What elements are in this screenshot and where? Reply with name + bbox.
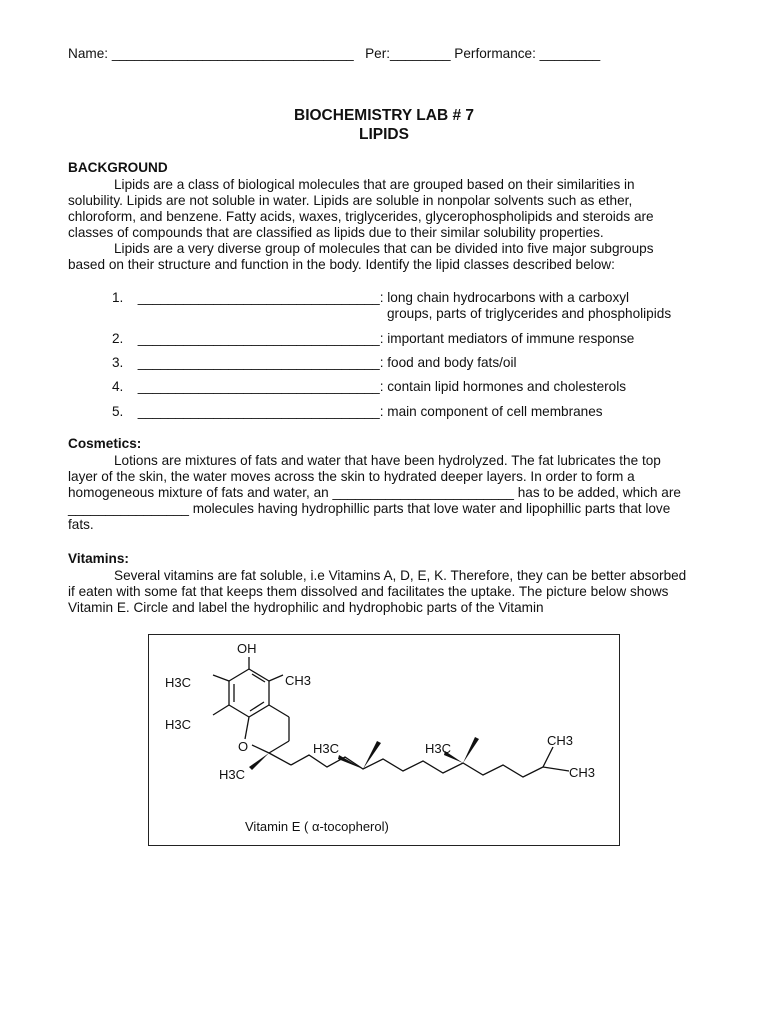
methyl-label: CH3 [569, 765, 596, 780]
background-line: solubility. Lipids are not soluble in water. Lipids are soluble in nonpolar solvents such as ether, [68, 193, 633, 208]
methyl-label: H3C [313, 741, 340, 756]
list-item [112, 355, 517, 371]
methyl-label: H3C [219, 767, 246, 782]
wedge-bond [463, 737, 479, 763]
vitamins-line: Several vitamins are fat soluble, i.e Vitamins A, D, E, K. Therefore, they can be better absorbed [114, 568, 687, 583]
methyl-label: CH3 [285, 673, 312, 688]
background-heading: BACKGROUND [68, 160, 168, 175]
cosmetics-line[interactable]: homogeneous mixture of fats and water, an ________________________ has to be added, which are [68, 485, 681, 500]
performance-field-label[interactable]: Performance: ________ [454, 46, 601, 61]
wedge-bond [338, 755, 363, 769]
cosmetics-line: layer of the skin, the water moves across the skin to hydrated deeper layers. In order to form a [68, 469, 635, 484]
background-line: chloroform, and benzene. Fatty acids, waxes, triglycerides, glycerophospholipids and steroids are [68, 209, 654, 224]
ring-oxygen-label: O [238, 739, 249, 754]
background-line: Lipids are a class of biological molecules that are grouped based on their similarities in [114, 177, 635, 192]
item-text[interactable]: ________________________________: contain lipid hormones and cholesterols [137, 379, 627, 394]
methyl-label: H3C [425, 741, 452, 756]
item-number: 4. [112, 379, 124, 394]
student-info-header [68, 46, 600, 62]
cosmetics-line: fats. [68, 517, 94, 532]
molecule-bonds [213, 657, 569, 777]
item-text-continued: groups, parts of triglycerides and phospholipids [387, 306, 672, 321]
vitamins-paragraph [68, 568, 708, 616]
hydroxyl-label: OH [237, 641, 257, 656]
cosmetics-paragraph [68, 453, 708, 533]
item-text[interactable]: ________________________________: food and body fats/oil [137, 355, 517, 370]
background-line: based on their structure and function in the body. Identify the lipid classes described below: [68, 257, 615, 272]
vitamins-line: Vitamin E. Circle and label the hydrophilic and hydrophobic parts of the Vitamin [68, 600, 544, 615]
item-text[interactable]: ________________________________: important mediators of immune response [137, 331, 635, 346]
item-text[interactable]: ________________________________: long chain hydrocarbons with a carboxyl [137, 290, 630, 305]
item-number: 5. [112, 404, 124, 419]
wedge-bond [249, 753, 269, 770]
background-paragraph [68, 177, 708, 273]
vitamin-e-figure [148, 634, 620, 846]
background-line: classes of compounds that are classified as lipids due to their similar solubility properties. [68, 225, 604, 240]
vitamins-line: if eaten with some fat that keeps them dissolved and facilitates the uptake. The picture below shows [68, 584, 669, 599]
item-number: 3. [112, 355, 124, 370]
list-item [112, 331, 634, 347]
methyl-label: H3C [165, 717, 192, 732]
cosmetics-heading: Cosmetics: [68, 436, 142, 451]
document-title: BIOCHEMISTRY LAB # 7 [294, 107, 474, 124]
period-field-label[interactable]: Per:________ [365, 46, 451, 61]
list-item [112, 404, 603, 420]
figure-caption: Vitamin E ( α-tocopherol) [245, 819, 389, 834]
list-item [112, 290, 671, 322]
vitamins-heading: Vitamins: [68, 551, 129, 566]
item-number: 2. [112, 331, 124, 346]
cosmetics-line: Lotions are mixtures of fats and water that have been hydrolyzed. The fat lubricates the top [114, 453, 661, 468]
background-line: Lipids are a very diverse group of molecules that can be divided into five major subgroups [114, 241, 654, 256]
methyl-label: H3C [165, 675, 192, 690]
item-number: 1. [112, 290, 124, 305]
cosmetics-line[interactable]: ________________ molecules having hydrophillic parts that love water and lipophillic parts that love [68, 501, 671, 516]
list-item [112, 379, 626, 395]
document-subtitle: LIPIDS [359, 126, 409, 143]
methyl-label: CH3 [547, 733, 574, 748]
vitamin-e-structure [149, 635, 619, 845]
item-text[interactable]: ________________________________: main component of cell membranes [137, 404, 603, 419]
name-field-label[interactable]: Name: ________________________________ [68, 46, 354, 61]
